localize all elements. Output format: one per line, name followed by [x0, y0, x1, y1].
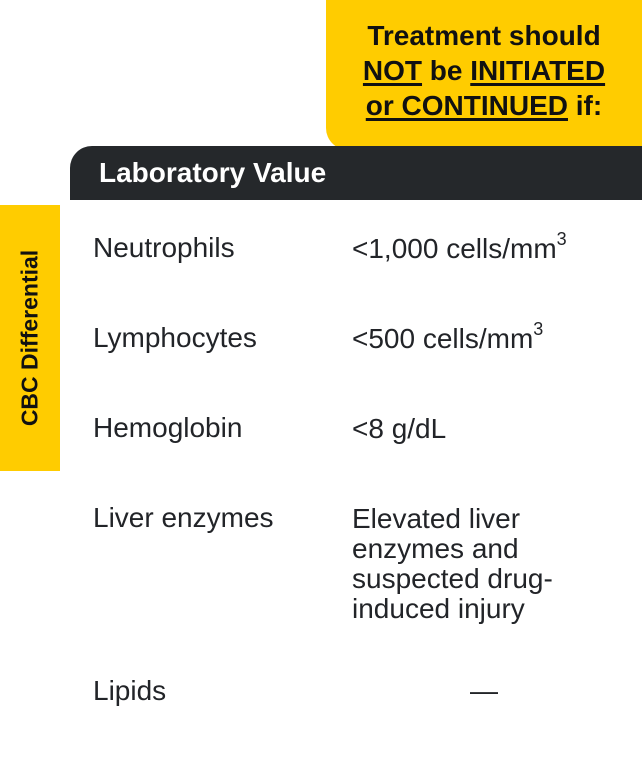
treatment-line-3: [326, 88, 642, 123]
row-label-lymphocytes: Lymphocytes: [93, 322, 257, 353]
lymphocytes-value: <500 cells/mm: [352, 323, 534, 354]
if-text: if:: [568, 90, 603, 121]
liver-value-line-4: induced injury: [352, 593, 525, 624]
row-label-hemoglobin: Hemoglobin: [93, 412, 243, 443]
liver-value-line-3: suspected drug-: [352, 563, 553, 594]
initiated-emphasis: INITIATED: [470, 55, 606, 86]
row-value-hemoglobin: <8 g/dL: [352, 413, 447, 444]
not-emphasis: NOT: [362, 55, 423, 86]
treatment-criteria-header: [326, 0, 642, 150]
row-value-neutrophils: [352, 229, 567, 264]
row-value-lipids: —: [470, 675, 498, 706]
treatment-line-2: [326, 53, 642, 88]
laboratory-value-header: Laboratory Value: [70, 146, 642, 200]
lymphocytes-unit-exponent: 3: [533, 319, 544, 339]
liver-value-line-1: Elevated liver: [352, 503, 521, 534]
treatment-line-1: Treatment should: [367, 20, 601, 51]
neutrophils-value: <1,000 cells/mm: [352, 233, 557, 264]
or-continued-emphasis: or CONTINUED: [365, 90, 568, 121]
cbc-differential-tab: [0, 205, 60, 471]
row-label-lipids: Lipids: [93, 675, 167, 706]
row-label-liver-enzymes: Liver enzymes: [93, 502, 274, 533]
be-text: be: [422, 55, 471, 86]
row-value-lymphocytes: [352, 319, 544, 354]
cbc-differential-label: CBC Differential: [16, 249, 43, 427]
neutrophils-unit-exponent: 3: [556, 229, 567, 249]
row-label-neutrophils: Neutrophils: [93, 232, 235, 263]
liver-value-line-2: enzymes and: [352, 533, 519, 564]
row-value-liver-enzymes: [352, 504, 622, 624]
